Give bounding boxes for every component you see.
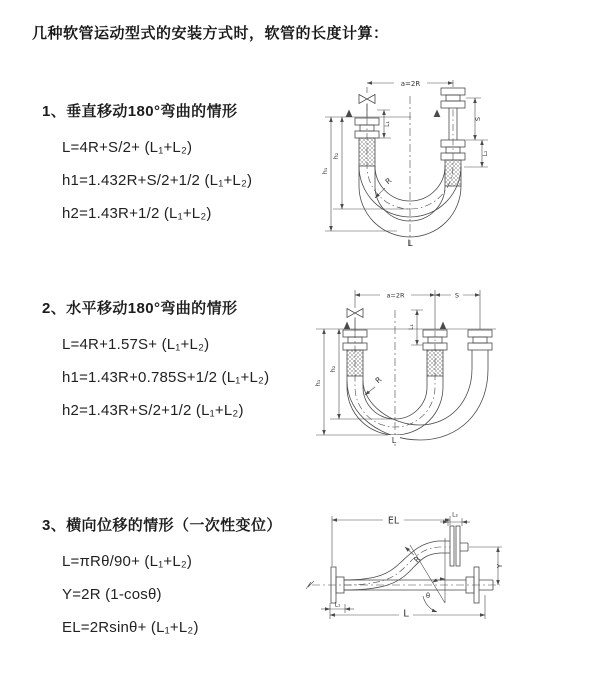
diagram-vertical-180-bend: [300, 68, 550, 263]
dim-l2: [464, 140, 489, 167]
dim-l1: [408, 310, 423, 345]
angle-theta: [410, 538, 445, 612]
dim-label-s: S: [454, 291, 460, 300]
section-1-formulas: [42, 131, 342, 230]
dim-l: [330, 595, 485, 620]
dim-label-h2: h₂: [329, 365, 337, 373]
formula-line: h2=1.43R+S/2+1/2 (L₁+L₂): [62, 402, 244, 419]
dim-label-r: R: [412, 554, 423, 565]
formula-line: L=πRθ/90+ (L₁+L₂): [62, 553, 193, 570]
formula-line: h2=1.43R+1/2 (L₁+L₂): [62, 205, 212, 222]
dim-label-r: R: [373, 374, 384, 386]
page-title: 几种软管运动型式的安装方式时，软管的长度计算：: [32, 25, 389, 42]
formula-line: L=4R+S/2+ (L₁+L₂): [62, 139, 193, 156]
upper-flange: [450, 526, 468, 566]
dim-label-a2r: a=2R: [400, 79, 421, 88]
right-flange: [468, 330, 492, 350]
dim-label-y: Y: [496, 563, 504, 569]
formula-line: L=4R+1.57S+ (L₁+L₂): [62, 336, 210, 353]
diagram-lateral-displacement: [298, 503, 560, 653]
diagram-horizontal-180-bend: [300, 283, 550, 473]
dim-label-l2: L₂: [452, 511, 458, 519]
movement-arrow-up: [346, 110, 441, 118]
dim-label-l: L: [403, 608, 409, 620]
section-1-heading: 1、垂直移动180°弯曲的情形: [42, 103, 238, 120]
dim-label-l2: L₂: [482, 150, 489, 157]
dim-label-h1: h₁: [314, 379, 322, 387]
length-label-l: L: [407, 239, 413, 249]
angle-label-theta: θ: [425, 592, 431, 600]
dim-label-s: S: [474, 116, 482, 122]
dim-a2r: [367, 79, 453, 94]
dim-label-h1: h₁: [321, 167, 329, 175]
length-label-l: L: [391, 436, 397, 445]
dim-label-h2: h₂: [332, 152, 340, 160]
dim-label-el: EL: [387, 515, 400, 527]
section-2-formulas: [42, 328, 342, 427]
dim-label-a2r: a=2R: [386, 291, 405, 300]
section-3-heading: 3、横向位移的情形（一次性变位）: [42, 517, 282, 534]
dim-label-l1: L₁: [384, 121, 391, 127]
dim-label-l1: L₁: [334, 601, 341, 609]
dim-l2: [440, 512, 470, 527]
section-horizontal-movement: [42, 300, 342, 427]
s-curve-hose: [344, 541, 450, 590]
section-vertical-movement: [42, 103, 342, 230]
section-3-formulas: [42, 545, 342, 644]
formula-line: h1=1.432R+S/2+1/2 (L₁+L₂): [62, 172, 253, 189]
dim-el: [332, 515, 450, 567]
section-lateral-displacement: [42, 517, 342, 644]
formula-line: h1=1.43R+0.785S+1/2 (L₁+L₂): [62, 369, 270, 386]
dim-s: [466, 98, 488, 140]
formula-line: Y=2R (1-cosθ): [62, 586, 162, 603]
u-bend-hoses: [347, 331, 488, 440]
section-2-heading: 2、水平移动180°弯曲的情形: [42, 300, 238, 317]
radius-label: [365, 375, 383, 395]
dim-l1: [321, 602, 354, 614]
dim-label-l1: L₁: [408, 324, 415, 330]
dim-label-r: R: [383, 175, 394, 187]
formula-line: EL=2Rsinθ+ (L₁+L₂): [62, 619, 199, 636]
